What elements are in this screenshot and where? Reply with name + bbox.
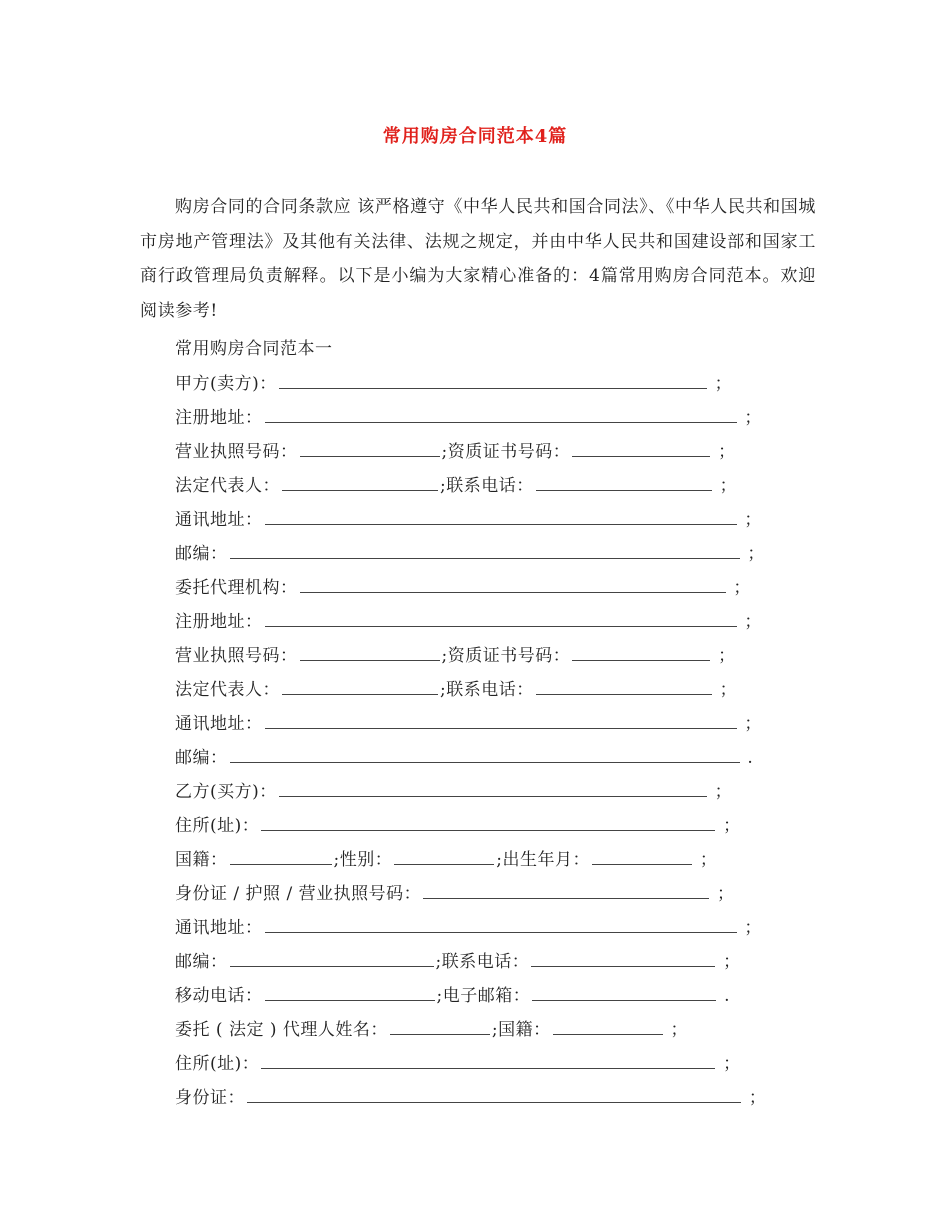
field-line-postcode-2: 邮编： . <box>175 745 753 769</box>
field-line-residence: 住所(址)： ； <box>175 813 741 837</box>
document-title: 常用购房合同范本4篇 <box>382 126 568 147</box>
field-line-postcode: 邮编： ； <box>175 541 765 565</box>
blank-underline <box>536 473 712 491</box>
field-line-mail-address-2: 通讯地址： ； <box>175 711 762 735</box>
blank-underline <box>247 1085 741 1103</box>
blank-underline <box>300 439 440 457</box>
field-line-license: 营业执照号码： ;资质证书号码： ； <box>175 439 736 463</box>
blank-underline <box>265 405 737 423</box>
blank-underline <box>230 847 332 865</box>
blank-underline <box>423 881 709 899</box>
blank-underline <box>394 847 494 865</box>
blank-underline <box>572 643 710 661</box>
blank-underline <box>265 983 435 1001</box>
blank-underline <box>230 745 740 763</box>
blank-underline <box>265 915 737 933</box>
blank-underline <box>592 847 692 865</box>
field-line-residence-2: 住所(址)： ； <box>175 1051 741 1075</box>
blank-underline <box>265 609 737 627</box>
blank-underline <box>553 1017 663 1035</box>
blank-underline <box>265 711 737 729</box>
section-heading: 常用购房合同范本一 <box>175 339 333 359</box>
blank-underline <box>532 983 716 1001</box>
field-line-legal-rep-2: 法定代表人： ;联系电话： ； <box>175 677 737 701</box>
blank-underline <box>261 1051 715 1069</box>
field-line-agent-agency: 委托代理机构： ； <box>175 575 751 599</box>
field-line-agent-name: 委托 ( 法定 ) 代理人姓名： ;国籍： ； <box>175 1017 688 1041</box>
field-line-mobile-email: 移动电话： ;电子邮箱： . <box>175 983 730 1007</box>
blank-underline <box>536 677 712 695</box>
field-line-legal-rep: 法定代表人： ;联系电话： ； <box>175 473 737 497</box>
blank-underline <box>282 473 438 491</box>
field-line-id-number: 身份证 / 护照 / 营业执照号码： ； <box>175 881 734 905</box>
blank-underline <box>531 949 715 967</box>
field-line-registered-address-2: 注册地址： ； <box>175 609 762 633</box>
field-line-nationality: 国籍： ;性别： ;出生年月： ； <box>175 847 717 871</box>
field-line-id-card: 身份证： ； <box>175 1085 766 1109</box>
blank-underline <box>300 643 440 661</box>
blank-underline <box>230 541 740 559</box>
blank-underline <box>390 1017 490 1035</box>
blank-underline <box>279 779 707 797</box>
field-line-mail-address: 通讯地址： ； <box>175 507 762 531</box>
blank-underline <box>300 575 726 593</box>
field-line-registered-address: 注册地址： ； <box>175 405 762 429</box>
field-line-buyer: 乙方(买方)： ； <box>175 779 732 803</box>
field-line-seller: 甲方(卖方)： ； <box>175 371 732 395</box>
blank-underline <box>282 677 438 695</box>
blank-underline <box>572 439 710 457</box>
field-line-postcode-phone: 邮编： ;联系电话： ； <box>175 949 741 973</box>
intro-paragraph: 购房合同的合同条款应 该严格遵守《中华人民共和国合同法》、《中华人民共和国城市房地产管理法》及其他有关法律、法规之规定，并由中华人民共和国建设部和国家工商行政管理局负责解释。以下是小编为大家精心准备的：4篇常用购房合同范本。欢迎阅读参考! <box>140 197 816 321</box>
field-line-license-2: 营业执照号码： ;资质证书号码： ； <box>175 643 736 667</box>
blank-underline <box>265 507 737 525</box>
blank-underline <box>261 813 715 831</box>
blank-underline <box>279 371 707 389</box>
field-line-mail-address-3: 通讯地址： ； <box>175 915 762 939</box>
blank-underline <box>230 949 434 967</box>
